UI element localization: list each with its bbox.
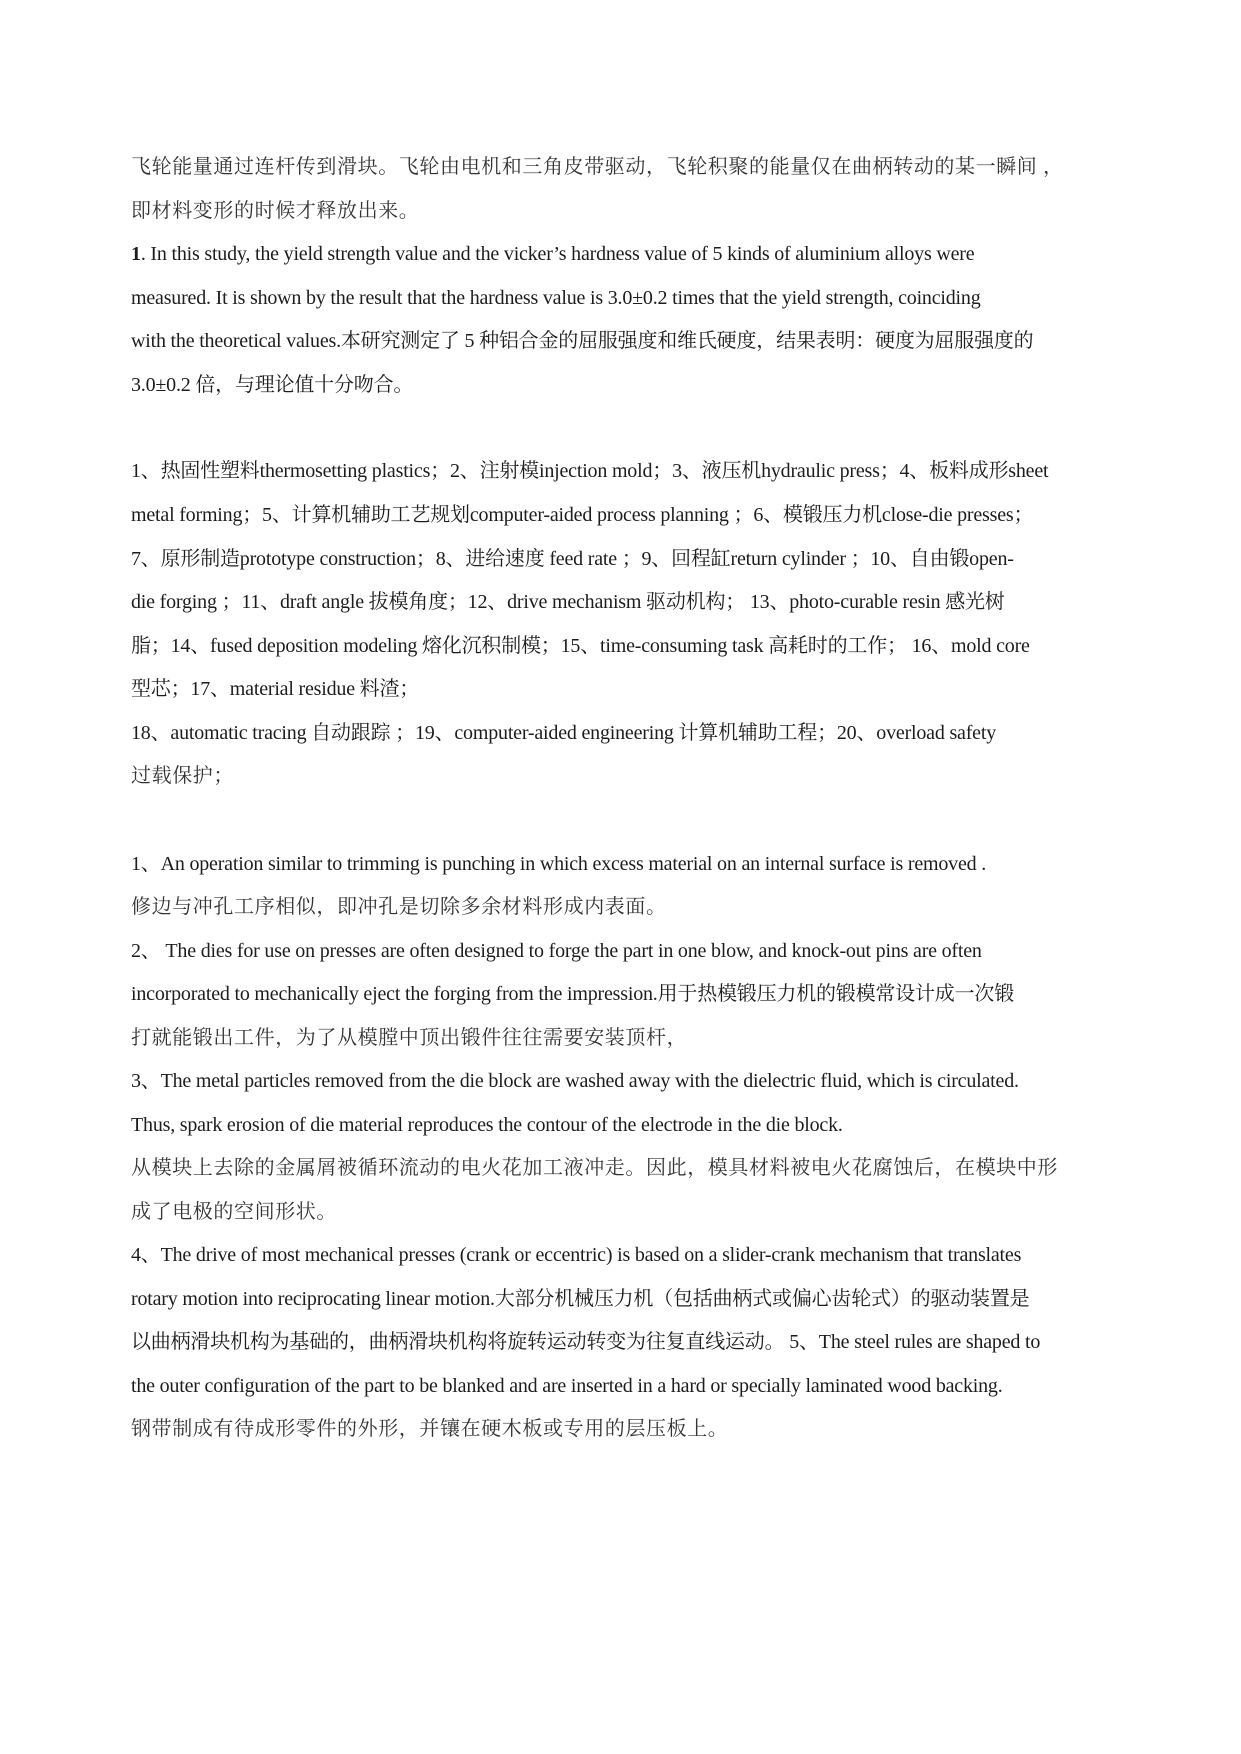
glossary-line-1: 1、热固性塑料thermosetting plastics；2、注射模injection mold；3、液压机hydraulic press；4、板料成形sheet — [131, 460, 1049, 482]
intro-line-1: 飞轮能量通过连杆传到滑块。飞轮由电机和三角皮带驱动，飞轮积聚的能量仅在曲柄转动的某一瞬间 ， — [131, 156, 1064, 178]
translation-line-2: 修边与冲孔工序相似，即冲孔是切除多余材料形成内表面。 — [131, 896, 667, 918]
translation-line-1: 1、An operation similar to trimming is punching in which excess material on an internal surface is removed . — [131, 853, 987, 875]
abstract-line-4: 3.0±0.2 倍，与理论值十分吻合。 — [131, 374, 414, 396]
translation-line-5: 打就能锻出工件，为了从模膛中顶出锻件往往需要安装顶杆， — [131, 1027, 688, 1049]
abstract-line-1-text: . In this study, the yield strength value and the vicker’s hardness value of 5 kinds of aluminium alloys were — [140, 243, 975, 265]
translation-line-8: 从模块上去除的金属屑被循环流动的电火花加工液冲走。因此，模具材料被电火花腐蚀后，在模块中形 — [131, 1157, 1058, 1179]
abstract-item-number: 1 — [131, 243, 141, 265]
translation-line-3: 2、 The dies for use on presses are often designed to forge the part in one blow, and knock-out pins are often — [131, 940, 982, 962]
glossary-line-2: metal forming；5、计算机辅助工艺规划computer-aided process planning ；6、模锻压力机close-die presses； — [131, 504, 1034, 526]
translation-line-7: Thus, spark erosion of die material reproduces the contour of the electrode in the die block. — [131, 1114, 843, 1136]
glossary-line-7: 18、automatic tracing 自动跟踪 ；19、computer-aided engineering 计算机辅助工程；20、overload safety — [131, 722, 997, 744]
translation-line-12: 以曲柄滑块机构为基础的，曲柄滑块机构将旋转运动转变为往复直线运动。 5、The steel rules are shaped to — [131, 1331, 1041, 1353]
translation-line-14: 钢带制成有待成形零件的外形，并镶在硬木板或专用的层压板上。 — [131, 1418, 729, 1440]
glossary-line-8: 过载保护； — [131, 765, 234, 787]
translation-line-6: 3、The metal particles removed from the die block are washed away with the dielectric fluid, which is circulated. — [131, 1070, 1019, 1092]
glossary-line-4: die forging ；11、draft angle 拔模角度；12、drive mechanism 驱动机构； 13、photo-curable resin 感光树 — [131, 591, 1005, 613]
translation-line-10: 4、The drive of most mechanical presses (crank or eccentric) is based on a slider-crank mechanism that translates — [131, 1244, 1022, 1266]
translation-line-13: the outer configuration of the part to be blanked and are inserted in a hard or specially laminated wood backing. — [131, 1375, 1003, 1397]
translation-line-9: 成了电极的空间形状。 — [131, 1201, 337, 1223]
intro-line-2: 即材料变形的时候才释放出来。 — [131, 200, 420, 222]
translation-line-11: rotary motion into reciprocating linear motion.大部分机械压力机（包括曲柄式或偏心齿轮式）的驱动装置是 — [131, 1288, 1030, 1310]
abstract-line-1 — [131, 241, 1131, 267]
translation-line-4: incorporated to mechanically eject the forging from the impression.用于热模锻压力机的锻模常设计成一次锻 — [131, 983, 1015, 1005]
glossary-line-3: 7、原形制造prototype construction；8、进给速度 feed rate ；9、回程缸return cylinder ；10、自由锻open- — [131, 548, 1014, 570]
abstract-line-2: measured. It is shown by the result that the hardness value is 3.0±0.2 times that the yield strength, coinciding — [131, 287, 981, 309]
glossary-line-5: 脂；14、fused deposition modeling 熔化沉积制模；15、time-consuming task 高耗时的工作； 16、mold core — [131, 635, 1030, 657]
glossary-line-6: 型芯；17、material residue 料渣； — [131, 678, 420, 700]
abstract-line-3: with the theoretical values.本研究测定了 5 种铝合金的屈服强度和维氏硬度，结果表明：硬度为屈服强度的 — [131, 330, 1034, 352]
